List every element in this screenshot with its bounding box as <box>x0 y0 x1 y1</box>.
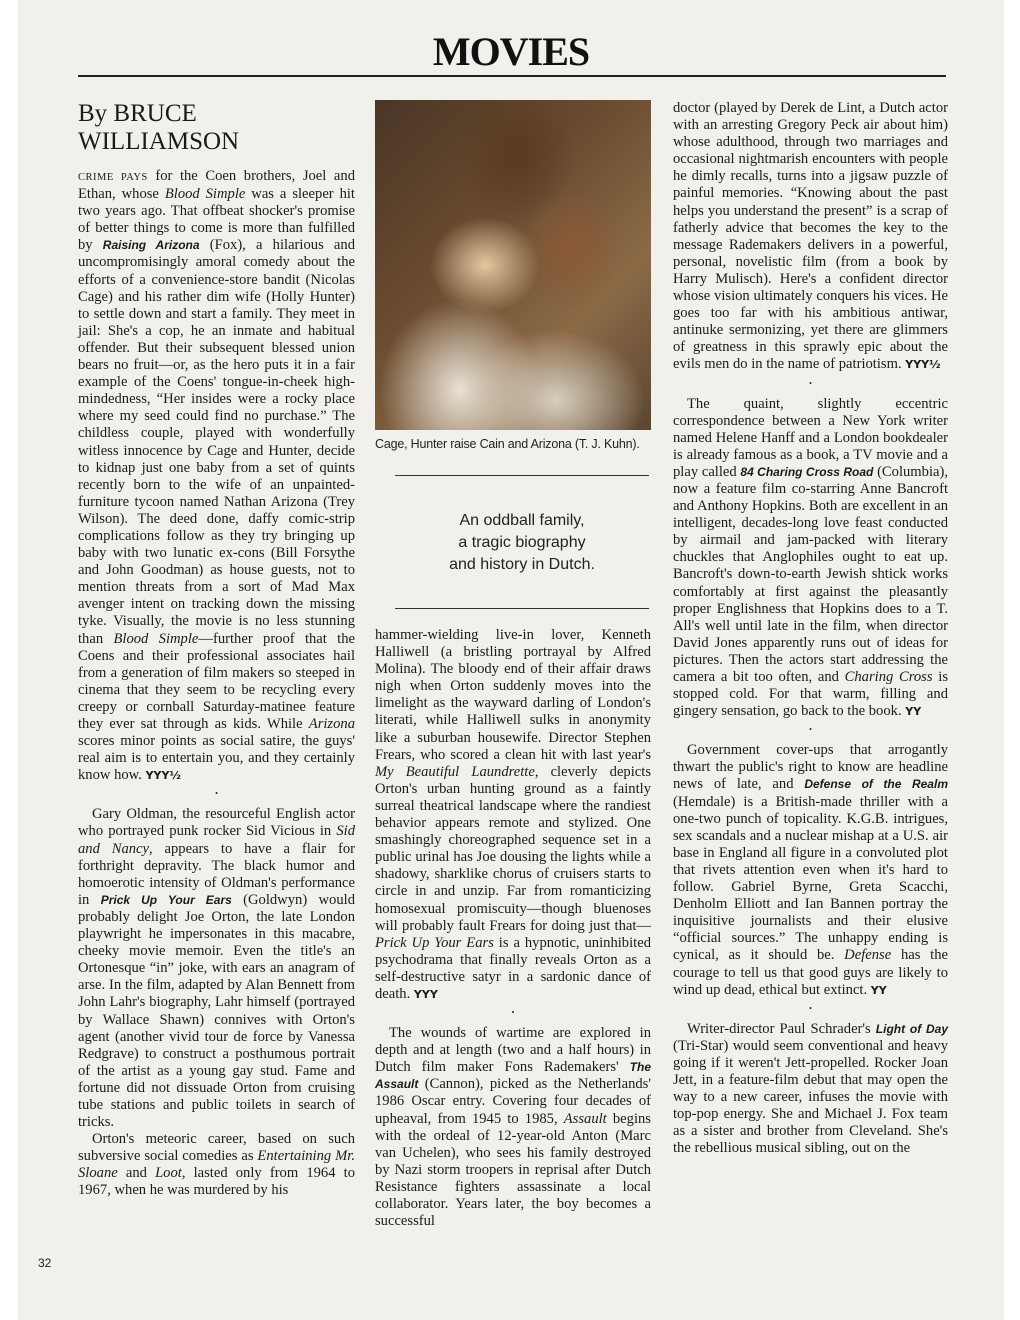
column-2 <box>375 627 651 1230</box>
text-run: has the courage to tell us that good guys are likely to wind up dead, ethical but extinct. <box>673 947 948 998</box>
italic-run: Blood Simple <box>113 630 199 647</box>
pullquote-rule-top <box>395 475 649 476</box>
lead-in: CRIME PAYS <box>78 172 148 183</box>
text-run: The wounds of wartime are explored in depth and at length (two and a half hours) in Dutch film maker Fons Rademakers' <box>375 1025 651 1076</box>
section-title: MOVIES <box>432 29 590 74</box>
review-paragraph <box>673 100 948 374</box>
text-run: , appears to have a flair for forthright depravity. The black humor and homoerotic intensity of Oldman's performance in <box>78 840 356 908</box>
review-paragraph <box>375 627 651 1003</box>
section-separator: • <box>809 378 812 388</box>
italic-run: Prick Up Your Ears <box>375 934 494 951</box>
film-title: Prick Up Your Ears <box>100 892 232 907</box>
italic-run: Assault <box>563 1110 607 1127</box>
pull-quote-line: An oddball family, <box>459 512 585 529</box>
italic-run: Defense <box>844 947 892 964</box>
review-light-of-day <box>673 1021 948 1158</box>
header-rule <box>78 75 946 77</box>
rating: YY <box>870 983 887 997</box>
text-run: for the Coen brothers, Joel and Ethan, whose <box>78 168 356 203</box>
byline: By BRUCE WILLIAMSON <box>78 100 240 155</box>
text-run: doctor (played by Derek de Lint, a Dutch actor with an arresting Gregory Peck air about him) whose adulthood, through two marriages and occasional nightmarish encounters with people he dimly recalls, turns into a jigsaw puzzle of painful memories. “Knowing about the past helps you understand the present” is a scrap of fatherly advice that becomes the key to the message Rademakers delivers in a powerful, personal, novelistic film (from a book by Harry Mulisch). Here's a confident director whose vision ultimately conquers his vices. He goes too far with his ambitious antiwar, antinuke sermonizing, yet there are glimmers of greatness in this sprawly epic about the evils men do in the name of patriotism. <box>673 100 948 373</box>
text-run: (Goldwyn) would probably delight Joe Orton, the late London playwright he impersonates in this macabre, cheeky movie memoir. Even the title's an Ortonesque “in” joke, with ears an anagram of arse. In the film, adapted by Alan Bennett from John Lahr's biography, Lahr himself (portrayed by Wallace Shawn) connives with Orton's agent (another vivid tour de force by Vanessa Redgrave) to construct a posthumous portrait of the artist as a young gay stud. Fame and fortune did not dissuade Orton from cruising tube stations and public toilets in search of tricks. <box>78 891 355 1131</box>
pull-quote-line: and history in Dutch. <box>449 556 595 573</box>
text-run: Gary Oldman, the resourceful English actor who portrayed punk rocker Sid Vicious in <box>78 806 355 840</box>
film-title: The Assault <box>375 1060 651 1092</box>
film-title: Light of Day <box>875 1021 948 1036</box>
italic-run: Blood Simple <box>164 186 246 203</box>
section-separator: • <box>809 1003 812 1013</box>
text-run: (Fox), a hilarious and uncompromisingly amoral comedy about the efforts of a convenience-store bandit (Nicolas Cage) and his rather dim wife (Holly Hunter) to settle down and start a family. They meet in jail: She's a cop, he an inmate and habitual offender. But their subsequent blessed union bears no fruit—or, as the hero puts it in a fair example of the Coens' tongue-in-cheek high-mindedness, “Her insides were a rocky place where my seed could find no purchase.” The childless couple, played with wonderfully witless innocence by Cage and Hunter, decide to kidnap just one baby from a set of quints recently born to the wife of an unpainted-furniture tycoon named Nathan Arizona (Trey Wilson). The deed done, daffy comic-strip complications follow as they try bringing up baby with two lunatic ex-cons (Bill Forsythe and John Goodman) as house guests, not to mention threats from a sort of Mad Max avenger intent on tracking down the missing tyke. Visually, the movie is no less stunning than <box>78 237 355 647</box>
photo-caption: Cage, Hunter raise Cain and Arizona (T. J. Kuhn). <box>375 437 640 451</box>
review-84-charing-cross-road <box>673 396 948 721</box>
film-still-photo <box>375 100 651 430</box>
pull-quote <box>395 510 649 576</box>
text-run: , lasted only from 1964 to 1967, when he was murdered by his <box>78 1165 355 1199</box>
rating: YYY <box>413 987 438 1001</box>
italic-run: Loot <box>155 1165 182 1182</box>
page-number: 32 <box>38 1256 52 1270</box>
italic-run: Entertaining Mr. Sloane <box>78 1148 355 1182</box>
rating: YY <box>905 705 922 719</box>
text-run: Orton's meteoric career, based on such subversive social comedies as <box>78 1131 355 1165</box>
text-run: Writer-director Paul Schrader's <box>687 1020 876 1037</box>
text-run: and <box>117 1165 156 1182</box>
column-1 <box>78 100 355 1200</box>
italic-run: Arizona <box>308 716 355 732</box>
column-3 <box>673 100 948 1157</box>
text-run: The quaint, slightly eccentric correspondence between a New York writer named Helene Hanff and a London bookdealer is already famous as a book, a TV movie and a play called <box>673 395 948 480</box>
review-defense-of-the-realm <box>673 742 948 998</box>
pull-quote-line: a tragic biography <box>458 534 586 551</box>
italic-run: My Beautiful Laundrette <box>375 763 535 780</box>
rating: YYY½ <box>905 358 941 372</box>
text-run: was a sleeper hit two years ago. That offbeat shocker's promise of better things to come is more than fulfilled by <box>78 186 355 254</box>
section-separator: • <box>511 1008 515 1018</box>
text-run: (Hemdale) is a British-made thriller with a one-two punch of topicality. K.G.B. intrigues, sex scandals and a nuclear mishap at a U.S. air base in England all figure in a convoluted plot that rivets attention even when it's hard to follow. Gabriel Byrne, Greta Scacchi, Denholm Elliott and Ian Bannen portray the inquisitive journalists and their elusive “official sources.” The unhappy ending is cynical, as it should be. <box>673 793 948 964</box>
text-run: , cleverly depicts Orton's urban hunting ground as a faintly surreal theatrical landscape where the randiest behavior appears remote and stylized. One smashingly choreographed sequence set in a public urinal has Joe dousing the lights while a shadowy, sharklike chorus of cruisers starts to circle in and unzip. Far from romanticizing homosexual promiscuity—though bluenoses will probably fault Frears for doing just that— <box>375 763 651 934</box>
review-paragraph <box>78 1131 355 1199</box>
review-prick-up-your-ears <box>78 806 355 1131</box>
text-run: (Columbia), now a feature film co-starring Anne Bancroft and Anthony Hopkins. Both are excellent in an intelligent, decades-long love feast conducted by airmail and jam-packed with literary chuckles that Anglophiles ought to eat up. Bancroft's down-to-earth Jewish shtick works comfortably at first against the pleasantly proper Englishness that Hopkins does to a T. All's well until late in the film, when director David Jones apparently runs out of ideas for pictures. Then the actors start addressing the camera a bit too often, and <box>673 463 948 685</box>
magazine-page <box>18 0 1004 1320</box>
film-title: Raising Arizona <box>102 238 200 253</box>
rating: YYY½ <box>145 769 181 783</box>
review-raising-arizona <box>78 168 355 784</box>
italic-run: Charing Cross <box>844 669 933 685</box>
text-run: is stopped cold. For that warm, filling and gingery sensation, go back to the book. <box>673 669 948 720</box>
text-run: Government cover-ups that arrogantly thwart the public's right to know are headline news of late, and <box>673 742 948 793</box>
text-run: is a hypnotic, uninhibited psychodrama that finally reveals Orton as a self-destructive satyr in a sardonic dance of death. <box>375 934 651 1002</box>
text-run: (Cannon), picked as the Netherlands' 1986 Oscar entry. Covering four decades of upheaval, from 1945 to 1985, <box>375 1076 651 1127</box>
film-title: 84 Charing Cross Road <box>740 464 874 479</box>
film-title: Defense of the Realm <box>804 777 948 792</box>
review-the-assault <box>375 1025 651 1230</box>
text-run: begins with the ordeal of 12-year-old Anton (Marc van Uchelen), who sees his family destroyed by Nazi storm troopers in reprisal after Dutch Resistance fighters assassinate a local collaborator. Years later, the boy becomes a successful <box>375 1110 651 1230</box>
italic-run: Sid and Nancy <box>78 823 355 857</box>
section-separator: • <box>809 725 812 735</box>
text-run: (Tri-Star) would seem conventional and heavy going if it weren't Jett-propelled. Rocker Joan Jett, in a feature-film debut that may open the way to a new career, infuses the movie with top-pop energy. She and Michael J. Fox team as a sister and brother from Cleveland. She's the rebellious musical sibling, out on the <box>673 1037 948 1157</box>
text-run: hammer-wielding live-in lover, Kenneth Halliwell (a bristling portrayal by Alfred Molina). The bloody end of their affair draws nigh when Orton suddenly moves into the limelight as the wayward darling of London's literati, while Halliwell sulks in anonymity like a suburban housewife. Director Stephen Frears, who scored a clean hit with last year's <box>375 627 651 763</box>
pullquote-rule-bottom <box>395 608 649 609</box>
section-separator: • <box>215 789 218 799</box>
text-run: scores minor points as social satire, the guys' real aim is to entertain you, and they certainly know how. <box>78 733 355 784</box>
text-run: —further proof that the Coens and their professional associates hail from a generation of film makers so steeped in cinema that they seem to be recycling every creepy or cornball Saturday-matinee feature they ever sat through as kids. While <box>78 630 356 732</box>
